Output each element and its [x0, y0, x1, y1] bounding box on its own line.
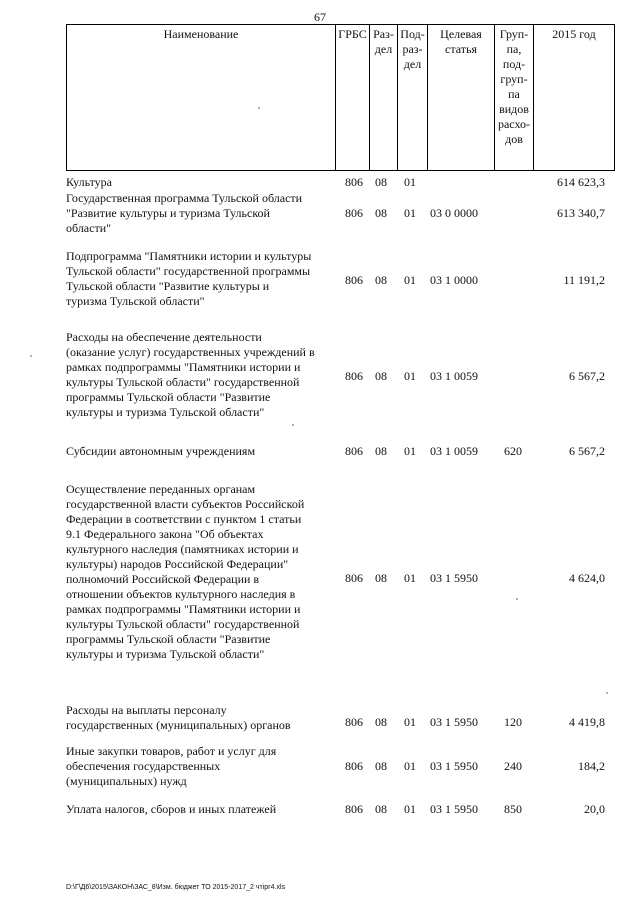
row-razdel: 08: [375, 175, 387, 189]
row-target-article: 03 1 0059: [430, 369, 478, 383]
row-target-article: 03 1 0059: [430, 444, 478, 458]
row-name: Уплата налогов, сборов и иных платежей: [66, 802, 277, 816]
row-expense-group: 240: [504, 759, 522, 773]
row-podrazdel: 01: [404, 571, 416, 585]
row-sum-2015: 4 419,8: [569, 715, 605, 729]
row-podrazdel: 01: [404, 206, 416, 220]
row-name: Государственная программа Тульской области "Развитие культуры и туризма Тульской области": [66, 191, 303, 235]
row-razdel: 08: [375, 759, 387, 773]
row-target-article: 03 1 5950: [430, 571, 478, 585]
row-podrazdel: 01: [404, 802, 416, 816]
row-grbs: 806: [345, 273, 363, 287]
header-podrazdel: Под- раз- дел: [397, 25, 427, 170]
row-grbs: 806: [345, 571, 363, 585]
page-number: 67: [314, 10, 326, 24]
row-grbs: 806: [345, 206, 363, 220]
budget-table: [66, 24, 615, 861]
row-sum-2015: 6 567,2: [569, 444, 605, 458]
file-path-footer: D:\Г\Д6\2015\ЗАКОН\ЗАС_8\Изм. бюджет ТО 2015-2017_2 чтірг4.xls: [66, 884, 286, 891]
row-expense-group: 850: [504, 802, 522, 816]
scan-speck: [30, 355, 32, 357]
row-expense-group: 620: [504, 444, 522, 458]
scan-speck: [516, 598, 518, 600]
header-razdel: Раз- дел: [369, 25, 397, 170]
row-sum-2015: 613 340,7: [557, 206, 605, 220]
row-grbs: 806: [345, 175, 363, 189]
row-name: Расходы на обеспечение деятельности (оказание услуг) государственных учреждений в рамках подпрограммы "Памятники истории и культуры Тульской области" государственной программы Тульской области "Развитие культуры и туризма Тульской области": [66, 330, 315, 419]
scan-speck: [292, 424, 294, 426]
row-name: Культура: [66, 175, 112, 189]
row-sum-2015: 11 191,2: [563, 273, 605, 287]
row-grbs: 806: [345, 369, 363, 383]
row-target-article: 03 1 5950: [430, 802, 478, 816]
scan-speck: [258, 107, 260, 109]
row-podrazdel: 01: [404, 759, 416, 773]
row-target-article: 03 1 0000: [430, 273, 478, 287]
row-target-article: 03 1 5950: [430, 759, 478, 773]
row-podrazdel: 01: [404, 715, 416, 729]
row-razdel: 08: [375, 369, 387, 383]
row-podrazdel: 01: [404, 273, 416, 287]
row-grbs: 806: [345, 802, 363, 816]
row-name: Подпрограмма "Памятники истории и культуры Тульской области" государственной программы Тульской области "Развитие культуры и туризма Тульской области": [66, 249, 312, 308]
row-name: Иные закупки товаров, работ и услуг для обеспечения государственных (муниципальных) нужд: [66, 744, 277, 788]
table-header: [66, 24, 615, 171]
row-name: Осуществление переданных органам государственной власти субъектов Российской Федерации в соответствии с пунктом 1 статьи 9.1 Федерального закона "Об объектах культурного наследия (памятниках истории и культуры) народов Российской Федерации" полномочий Российской Федерации в отношении объектов культурного наследия в рамках подпрограммы "Памятники истории и культуры Тульской области" государственной программы Тульской области "Развитие культуры и туризма Тульской области": [66, 482, 305, 661]
header-expense-group: Груп- па, под- груп- па видов расхо- дов: [494, 25, 533, 170]
row-grbs: 806: [345, 759, 363, 773]
row-podrazdel: 01: [404, 444, 416, 458]
row-grbs: 806: [345, 715, 363, 729]
row-sum-2015: 614 623,3: [557, 175, 605, 189]
row-expense-group: 120: [504, 715, 522, 729]
row-razdel: 08: [375, 571, 387, 585]
header-name: Наименование: [163, 27, 239, 41]
row-sum-2015: 4 624,0: [569, 571, 605, 585]
row-sum-2015: 20,0: [584, 802, 605, 816]
row-razdel: 08: [375, 206, 387, 220]
header-target-article: Целевая статья: [427, 25, 494, 170]
table-body: [66, 171, 615, 861]
row-target-article: 03 1 5950: [430, 715, 478, 729]
row-razdel: 08: [375, 444, 387, 458]
row-name: Субсидии автономным учреждениям: [66, 444, 256, 458]
row-grbs: 806: [345, 444, 363, 458]
row-sum-2015: 6 567,2: [569, 369, 605, 383]
row-sum-2015: 184,2: [578, 759, 605, 773]
row-razdel: 08: [375, 802, 387, 816]
scan-speck: [606, 692, 608, 694]
header-year-2015: 2015 год: [533, 25, 614, 170]
row-podrazdel: 01: [404, 369, 416, 383]
row-razdel: 08: [375, 715, 387, 729]
row-target-article: 03 0 0000: [430, 206, 478, 220]
row-podrazdel: 01: [404, 175, 416, 189]
row-name: Расходы на выплаты персоналу государственных (муниципальных) органов: [66, 703, 291, 732]
row-razdel: 08: [375, 273, 387, 287]
header-grbs: ГРБС: [335, 25, 369, 170]
